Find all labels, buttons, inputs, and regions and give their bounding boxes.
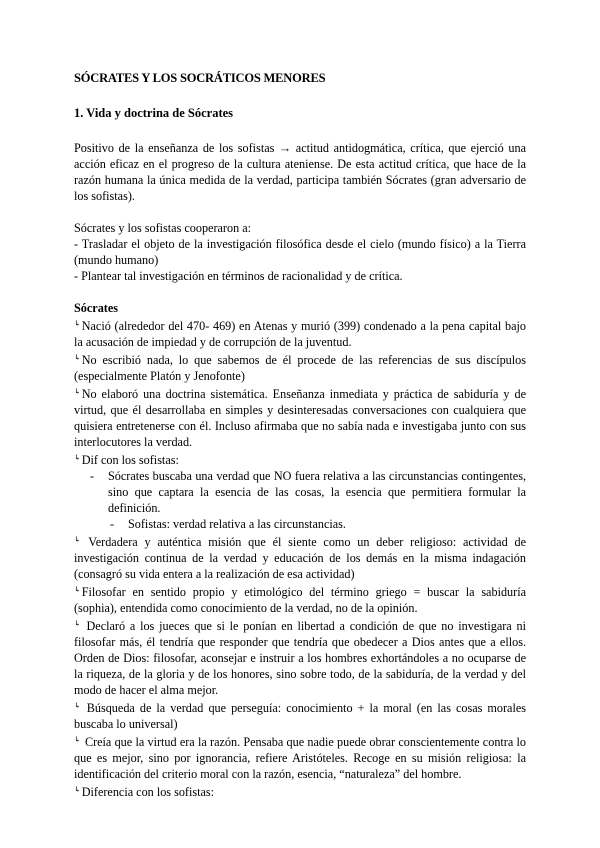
bullet-judges: [74, 616, 526, 698]
socrates-heading: Sócrates: [74, 301, 118, 315]
bullet-no-writing: [74, 350, 526, 384]
bullet-text: Verdadera y auténtica misión que él siente como un deber religioso: actividad de investigación continua de la verdad y educación de los demás en la misma indagación (consagró su vida entera a la realización de esa actividad): [74, 535, 526, 581]
difference-text: Sofistas: verdad relativa a las circunstancias.: [128, 517, 346, 531]
arrow-icon: ↳: [74, 785, 81, 794]
arrow-icon: ↳: [74, 453, 81, 462]
difference-list: [74, 468, 526, 532]
bullet-text: Búsqueda de la verdad que perseguía: conocimiento + la moral (en las cosas morales buscaba lo universal): [74, 701, 526, 731]
arrow-icon: ↳: [74, 735, 81, 744]
arrow-icon: ↳: [74, 319, 81, 328]
bullet-birth: [74, 316, 526, 350]
bullet-text: Dif con los sofistas:: [81, 453, 179, 467]
difference-item: [74, 516, 526, 532]
bullet-text: Filosofar en sentido propio y etimológico del término griego = buscar la sabiduría (sophia), entendida como conocimiento de la verdad, no de la opinión.: [74, 585, 526, 615]
bullet-text: Creía que la virtud era la razón. Pensaba que nadie puede obrar conscientemente contra lo que es mejor, sino por ignorancia, refiere Aristóteles. Recoge en su misión religiosa: la identificación del criterio moral con la razón, esencia, “naturaleza” del hombre.: [74, 735, 526, 781]
page-content: [74, 70, 526, 800]
cooperation-lead: Sócrates y los sofistas cooperaron a:: [74, 221, 252, 235]
document-title: SÓCRATES Y LOS SOCRÁTICOS MENORES: [74, 71, 326, 85]
arrow-icon: ↳: [74, 619, 81, 628]
bullet-text: Nació (alrededor del 470- 469) en Atenas y murió (399) condenado a la pena capital bajo la acusación de impiedad y de corrupción de la juventud.: [74, 319, 526, 349]
bullet-difference: [74, 450, 526, 468]
bullet-text: No elaboró una doctrina sistemática. Enseñanza inmediata y práctica de sabiduría y de virtud, que él desarrollaba en simples y desinteresadas conversaciones con cualquiera que quisiera entretenerse con él. Incluso afirmaba que no sabía nada e investigaba junto con sus interlocutores la verdad.: [74, 387, 526, 449]
cooperation-item: - Trasladar el objeto de la investigación filosófica desde el cielo (mundo físico) a la Tierra (mundo humano): [74, 237, 526, 267]
cooperation-block: [74, 220, 526, 284]
bullet-truth-search: [74, 698, 526, 732]
bullet-mission: [74, 532, 526, 582]
arrow-icon: ↳: [74, 387, 81, 396]
difference-item: [74, 468, 526, 516]
bullet-no-doctrine: [74, 384, 526, 450]
bullet-virtue: [74, 732, 526, 782]
bullet-text: Declaró a los jueces que si le ponían en libertad a condición de que no investigara ni filosofar más, él tendría que responder que tendría que obedecer a Dios antes que a ellos. Orden de Dios: filosofar, aconsejar e instruir a los hombres exhortándoles a no ocuparse de la riqueza, de la gloria y de los honores, sino sobre todo, de la sabiduría, de la verdad y del modo de hacer el alma mejor.: [74, 619, 526, 697]
dash-marker: -: [110, 517, 115, 531]
cooperation-item: - Plantear tal investigación en términos de racionalidad y de crítica.: [74, 269, 403, 283]
intro-paragraph: Positivo de la enseñanza de los sofistas → actitud antidogmática, crítica, que ejerció una acción eficaz en el progreso de la cultura ateniense. De esta actitud crítica, que hace de la razón humana la única medida de la verdad, participa también Sócrates (gran adversario de los sofistas).: [74, 141, 526, 203]
section-heading: 1. Vida y doctrina de Sócrates: [74, 106, 234, 120]
arrow-icon: ↳: [74, 701, 81, 710]
difference-text: Sócrates buscaba una verdad que NO fuera relativa a las circunstancias contingentes, sino que captara la esencia de las cosas, la esencia que permitiera formular la definición.: [108, 469, 526, 515]
bullet-difference-sophists: [74, 782, 526, 800]
bullet-text: No escribió nada, lo que sabemos de él procede de las referencias de sus discípulos (especialmente Platón y Jenofonte): [74, 353, 526, 383]
arrow-icon: ↳: [74, 535, 81, 544]
arrow-icon: ↳: [74, 353, 81, 362]
arrow-icon: ↳: [74, 585, 81, 594]
bullet-philosophize: [74, 582, 526, 616]
bullet-text: Diferencia con los sofistas:: [81, 785, 215, 799]
dash-marker: -: [90, 469, 95, 483]
